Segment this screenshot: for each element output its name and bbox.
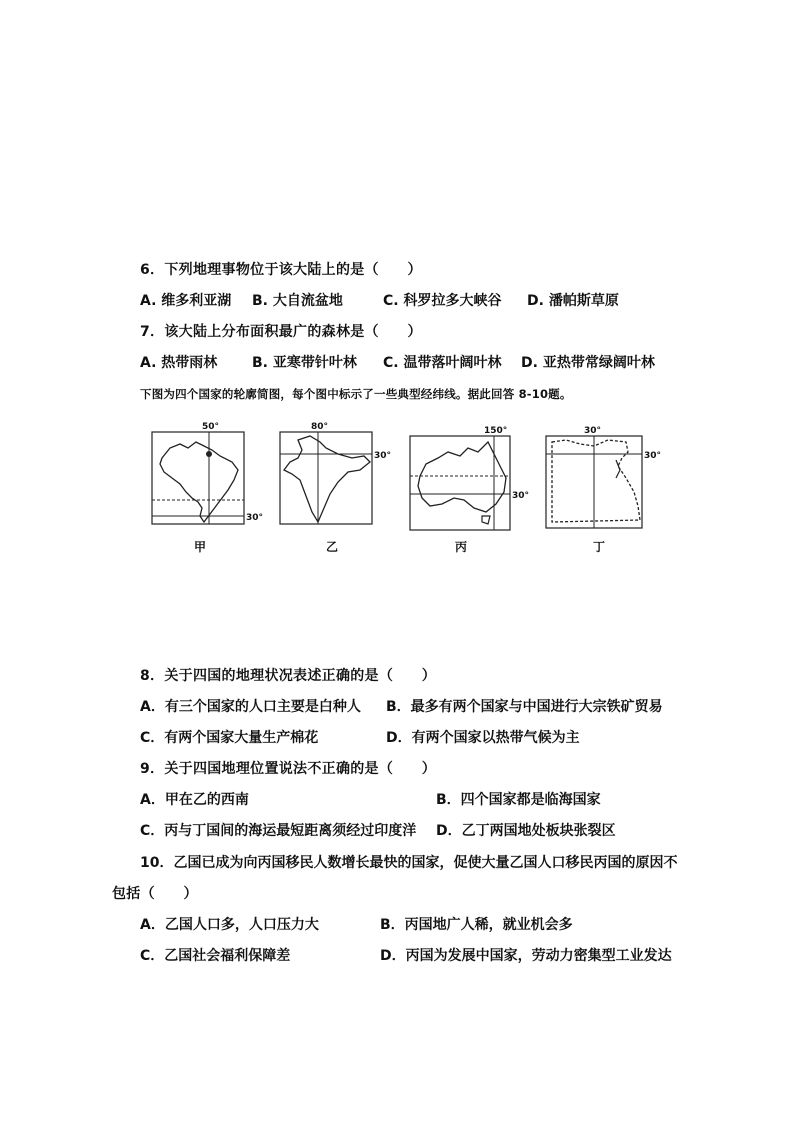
- map-ding-label-top: 30°: [584, 426, 602, 436]
- map-yi: [280, 422, 391, 554]
- map-jia-label-top: 50°: [202, 422, 220, 432]
- question-9-option-d: D．乙丁两国地处板块张裂区: [436, 823, 616, 839]
- question-6-stem: 6．下列地理事物位于该大陆上的是（ ）: [140, 262, 422, 278]
- question-10-option-d: D．丙国为发展中国家，劳动力密集型工业发达: [380, 948, 672, 964]
- question-8-option-b: B．最多有两个国家与中国进行大宗铁矿贸易: [386, 699, 663, 715]
- question-10-stem-line2: 包括（ ）: [112, 886, 198, 902]
- map-bing-caption: 丙: [455, 540, 468, 554]
- question-7-stem: 7．该大陆上分布面积最广的森林是（ ）: [140, 324, 422, 340]
- question-10-option-c: C．乙国社会福利保障差: [140, 948, 291, 964]
- question-8-option-d: D．有两个国家以热带气候为主: [386, 730, 580, 746]
- question-8-option-c: C．有两个国家大量生产棉花: [140, 730, 319, 746]
- question-8-stem: 8．关于四国的地理状况表述正确的是（ ）: [140, 668, 437, 684]
- map-bing-label-top: 150°: [484, 426, 508, 436]
- map-yi-caption: 乙: [326, 540, 339, 554]
- map-jia-caption: 甲: [194, 540, 207, 554]
- question-6-option-b: B. 大自流盆地: [252, 293, 343, 309]
- question-9-stem: 9．关于四国地理位置说法不正确的是（ ）: [140, 761, 437, 777]
- map-jia: [152, 422, 263, 554]
- map-ding-caption: 丁: [593, 540, 606, 554]
- question-10-option-b: B．丙国地广人稀，就业机会多: [380, 917, 573, 933]
- map-bing: [410, 426, 529, 554]
- question-10-stem-line1: 10．乙国已成为向丙国移民人数增长最快的国家，促使大量乙国人口移民丙国的原因不: [140, 855, 678, 871]
- question-7-option-b: B. 亚寒带针叶林: [252, 355, 357, 371]
- maps-intro: 下图为四个国家的轮廓简图，每个图中标示了一些典型经纬线。据此回答 8-10题。: [140, 387, 572, 401]
- question-7-option-d: D. 亚热带常绿阔叶林: [521, 355, 655, 371]
- map-ding-label-right: 30°: [644, 451, 662, 461]
- map-yi-label-right: 30°: [374, 451, 392, 461]
- question-10-option-a: A．乙国人口多，人口压力大: [140, 917, 319, 933]
- question-7-option-c: C. 温带落叶阔叶林: [383, 355, 502, 371]
- question-9-option-b: B．四个国家都是临海国家: [436, 792, 601, 808]
- country-outline-maps: [148, 418, 668, 558]
- question-6-option-c: C. 科罗拉多大峡谷: [383, 293, 502, 309]
- question-9-option-a: A．甲在乙的西南: [140, 792, 249, 808]
- question-8-option-a: A．有三个国家的人口主要是白种人: [140, 699, 361, 715]
- question-6-option-d: D. 潘帕斯草原: [527, 293, 619, 309]
- question-9-option-c: C．丙与丁国间的海运最短距离须经过印度洋: [140, 823, 417, 839]
- map-bing-label-right: 30°: [512, 491, 530, 501]
- question-6-option-a: A. 维多利亚湖: [140, 293, 232, 309]
- maps-figure: [148, 418, 668, 558]
- map-jia-label-right: 30°: [246, 513, 264, 523]
- question-7-option-a: A. 热带雨林: [140, 355, 218, 371]
- map-yi-label-top: 80°: [311, 422, 329, 432]
- map-ding: [546, 426, 661, 554]
